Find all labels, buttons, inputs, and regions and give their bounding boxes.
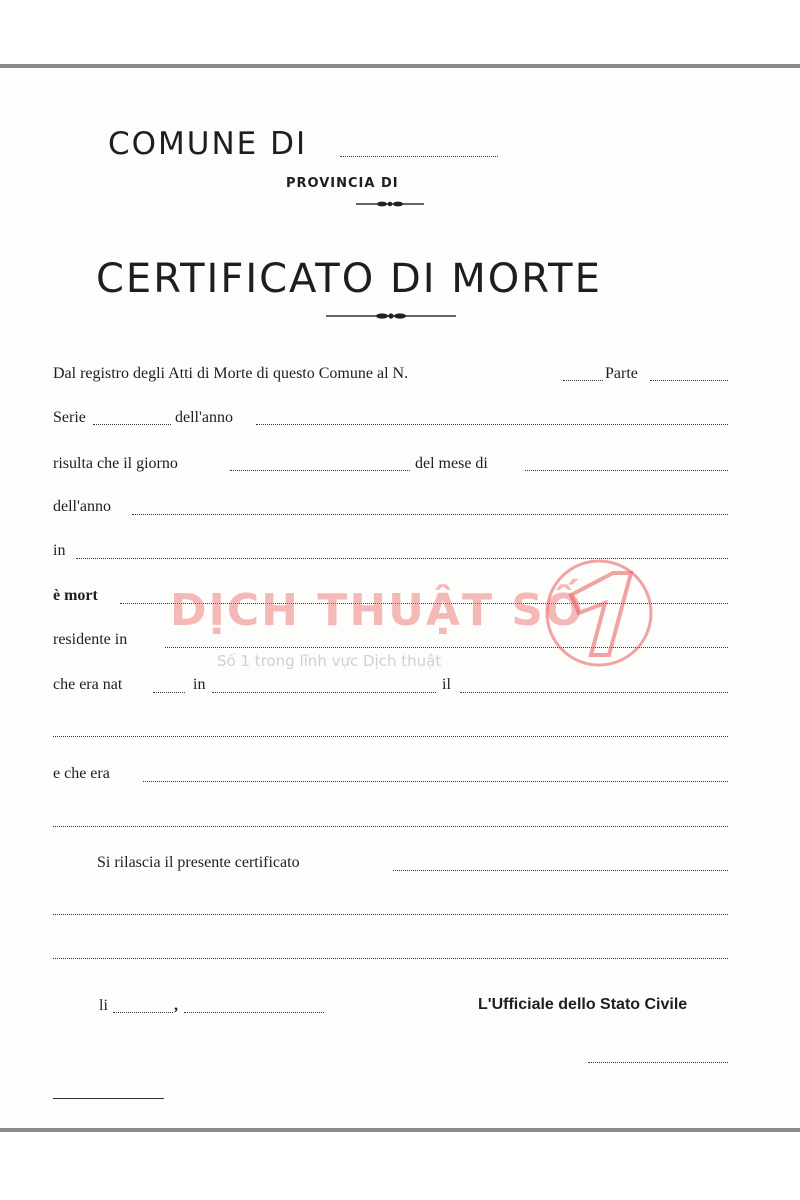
residente-label: residente in	[53, 631, 128, 648]
date-blank	[184, 1012, 324, 1013]
serie-label: Serie	[53, 409, 86, 426]
era-blank	[143, 781, 728, 782]
parte-blank	[650, 380, 728, 381]
mort-label: è mort	[53, 587, 98, 604]
header-ornament-icon	[356, 198, 424, 210]
il-label: il	[442, 676, 451, 693]
place-blank	[113, 1012, 173, 1013]
number-blank	[563, 380, 603, 381]
registry-text: Dal registro degli Atti di Morte di questo Comune al N.	[53, 365, 409, 382]
anno-blank-1	[256, 424, 728, 425]
in-label: in	[53, 542, 66, 559]
residente-blank	[165, 647, 728, 648]
purpose-blank-2	[53, 958, 728, 959]
birthplace-blank	[212, 692, 436, 693]
anno-blank-2	[132, 514, 728, 515]
signature-blank	[588, 1062, 728, 1063]
scan-edge-bottom	[0, 1128, 800, 1132]
nat-in-label: in	[193, 676, 206, 693]
nat-label: che era nat	[53, 676, 123, 693]
provincia-label: PROVINCIA DI	[286, 176, 399, 191]
mort-blank	[120, 603, 728, 604]
continuation-blank-2	[53, 826, 728, 827]
comune-label: COMUNE DI	[108, 126, 308, 162]
anno-label-1: dell'anno	[175, 409, 233, 426]
mese-label: del mese di	[415, 455, 488, 472]
giorno-label: risulta che il giorno	[53, 455, 178, 472]
in-blank	[76, 558, 728, 559]
serie-blank	[93, 424, 171, 425]
watermark-brand: DỊCH THUẬT SỐ	[170, 585, 585, 636]
birthdate-blank	[460, 692, 728, 693]
date-comma: ,	[174, 997, 178, 1014]
purpose-blank-1	[53, 914, 728, 915]
giorno-blank	[230, 470, 410, 471]
document-title: CERTIFICATO DI MORTE	[96, 256, 602, 302]
parte-label: Parte	[605, 365, 638, 382]
stamp-rule	[53, 1098, 164, 1099]
rilascia-blank	[393, 870, 728, 871]
nat-blank	[153, 692, 185, 693]
anno-label-2: dell'anno	[53, 498, 111, 515]
era-label: e che era	[53, 765, 110, 782]
certificate-sheet	[0, 68, 800, 1128]
li-label: li	[99, 997, 108, 1014]
title-ornament-icon	[326, 310, 456, 322]
comune-blank	[340, 156, 498, 157]
continuation-blank-1	[53, 736, 728, 737]
watermark-tagline: Số 1 trong lĩnh vực Dịch thuật	[217, 652, 442, 670]
mese-blank	[525, 470, 728, 471]
ufficiale-label: L'Ufficiale dello Stato Civile	[478, 996, 688, 1013]
rilascia-text: Si rilascia il presente certificato	[97, 854, 300, 871]
